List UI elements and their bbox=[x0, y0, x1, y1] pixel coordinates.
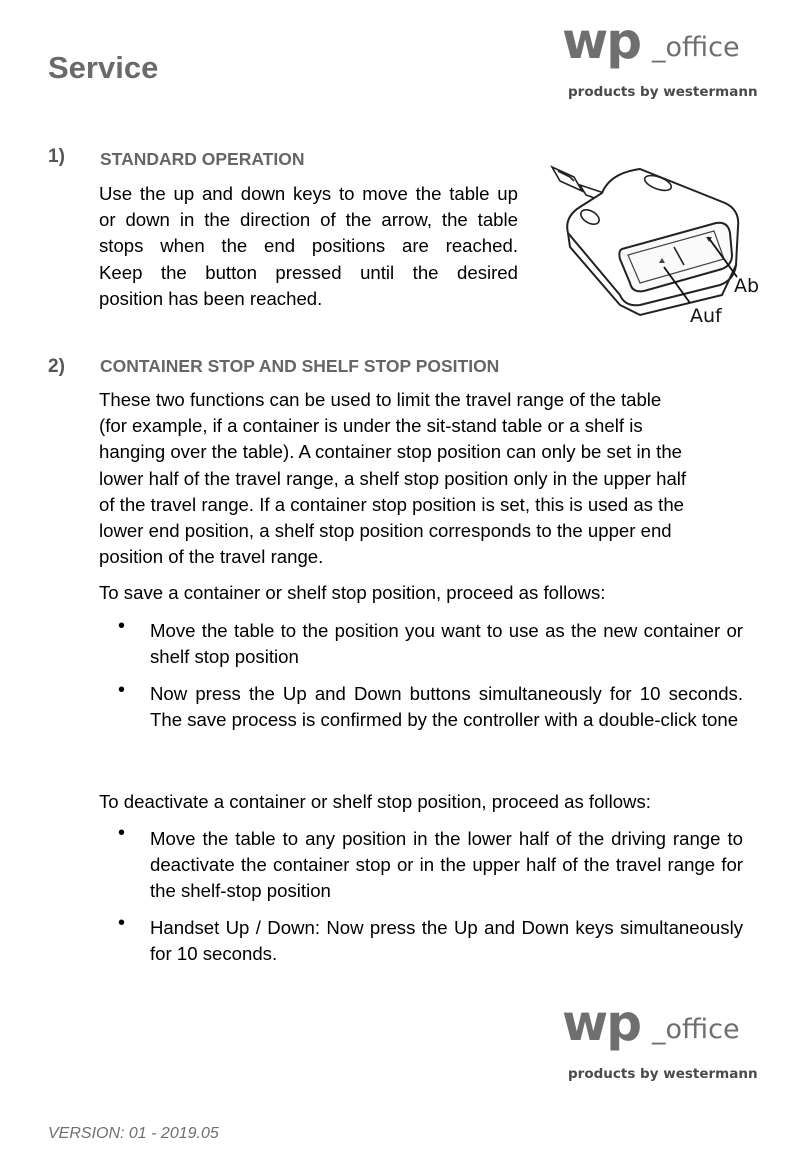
section1-heading: STANDARD OPERATION bbox=[100, 149, 305, 169]
save-step: Move the table to the position you want to use as the new container or shelf stop position bbox=[150, 620, 743, 668]
deactivate-intro: To deactivate a container or shelf stop position, proceed as follows: bbox=[99, 791, 651, 812]
label-down: Ab bbox=[734, 275, 760, 297]
version-label: VERSION: 01 - 2019.05 bbox=[48, 1125, 219, 1142]
section2-number: 2) bbox=[48, 356, 65, 377]
section1-line: Keep the button pressed until the desired bbox=[99, 261, 518, 283]
bullet-marker: • bbox=[118, 679, 126, 701]
section2-line: lower half of the travel range, a shelf stop position only in the upper half bbox=[99, 467, 687, 489]
section2-line: These two functions can be used to limit the travel range of the table bbox=[99, 389, 662, 410]
section2-line: of the travel range. If a container stop position is set, this is used as the bbox=[99, 493, 684, 515]
label-up: Auf bbox=[690, 305, 722, 327]
section1-line: position has been reached. bbox=[99, 287, 323, 309]
bullet-marker: • bbox=[118, 615, 126, 637]
bullet-marker: • bbox=[118, 912, 126, 934]
section1-line: or down in the direction of the arrow, the table bbox=[99, 209, 518, 231]
section2-line: position of the travel range. bbox=[99, 546, 324, 568]
handset-figure bbox=[540, 155, 770, 335]
section2-intro bbox=[99, 387, 743, 570]
section1-line: stops when the end positions are reached. bbox=[99, 235, 518, 257]
deactivate-step: Move the table to any position in the lower half of the driving range to deactivate the container stop or in the upper half of the travel range for the shelf-stop position bbox=[150, 828, 743, 902]
logo-tagline: products by westermann bbox=[568, 84, 758, 100]
section2-heading: CONTAINER STOP AND SHELF STOP POSITION bbox=[100, 356, 500, 376]
logo-suffix: _office bbox=[652, 32, 740, 63]
logo-bottom bbox=[562, 994, 762, 1088]
section1-number: 1) bbox=[48, 146, 65, 167]
logo-top bbox=[562, 12, 762, 106]
section2-line: lower end position, a shelf stop position corresponds to the upper end bbox=[99, 520, 672, 542]
section1-body bbox=[99, 181, 518, 312]
logo-suffix: _office bbox=[652, 1014, 740, 1045]
section2-line: hanging over the table). A container stop position can only be set in the bbox=[99, 441, 682, 463]
save-intro: To save a container or shelf stop position, proceed as follows: bbox=[99, 582, 606, 603]
deactivate-step: Handset Up / Down: Now press the Up and Down keys simultaneously for 10 seconds. bbox=[150, 917, 743, 965]
logo-brand: wp bbox=[562, 12, 640, 70]
bullet-marker: • bbox=[118, 822, 126, 844]
section2-line: (for example, if a container is under the sit-stand table or a shelf is bbox=[99, 415, 643, 437]
section1-line: Use the up and down keys to move the table up bbox=[99, 183, 518, 204]
page-title: Service bbox=[48, 50, 159, 85]
handset-illustration bbox=[540, 155, 770, 335]
logo-brand: wp bbox=[562, 994, 640, 1052]
logo-tagline: products by westermann bbox=[568, 1066, 758, 1082]
save-step: Now press the Up and Down buttons simultaneously for 10 seconds. The save process is confirmed by the controller with a double-click tone bbox=[150, 683, 743, 731]
